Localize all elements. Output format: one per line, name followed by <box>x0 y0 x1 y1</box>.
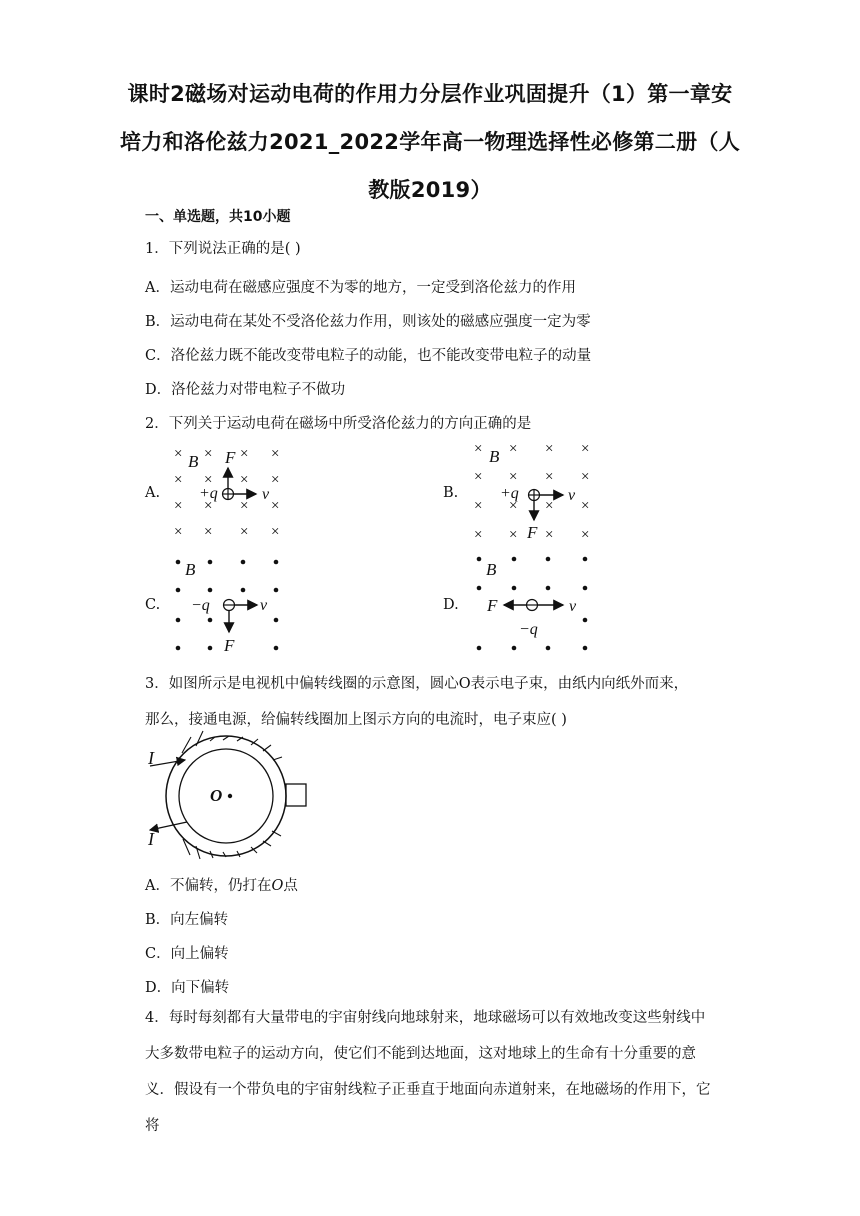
q2-label-a: A. <box>145 485 161 501</box>
q2-figure-b <box>474 441 589 543</box>
svg-text:×: × <box>545 527 554 543</box>
q2d-v-label: v <box>569 598 577 615</box>
svg-text:×: × <box>509 498 518 514</box>
q3-stem-line1: 3．如图所示是电视机中偏转线圈的示意图，圆心O表示电子束，由纸内向纸外而来， <box>145 676 689 692</box>
q1-stem: 1．下列说法正确的是( ) <box>145 241 301 257</box>
section-heading: 一、单选题，共10小题 <box>145 209 291 225</box>
q2b-B-label: B <box>489 447 500 466</box>
svg-text:×: × <box>474 527 483 543</box>
q2d-charge-label: −q <box>519 621 538 638</box>
svg-text:×: × <box>240 446 249 462</box>
q3-center-label: O <box>210 786 223 805</box>
q3-option-a-text: A．不偏转，仍打在 <box>145 878 272 894</box>
svg-text:×: × <box>271 498 280 514</box>
q3-option-c: C．向上偏转 <box>145 946 229 962</box>
q2a-charge-label: +q <box>199 485 218 502</box>
q2d-F-label: F <box>487 596 498 615</box>
q3-option-a-point: O <box>271 878 284 894</box>
q1-option-a: A．运动电荷在磁感应强度不为零的地方，一定受到洛伦兹力的作用 <box>145 280 576 296</box>
q2-stem: 2．下列关于运动电荷在磁场中所受洛伦兹力的方向正确的是 <box>145 416 532 432</box>
q2-figure-c <box>176 560 279 655</box>
svg-text:×: × <box>174 446 183 462</box>
document-title: 课时2磁场对运动电荷的作用力分层作业巩固提升（1）第一章安培力和洛伦兹力2021_2022学年高一物理选择性必修第二册（人教版2019） <box>120 82 740 202</box>
q2c-v-label: v <box>260 597 268 614</box>
svg-text:×: × <box>581 441 590 457</box>
q3-stem-line2: 那么，接通电源，给偏转线圈加上图示方向的电流时，电子束应( ) <box>145 712 567 728</box>
svg-text:×: × <box>174 524 183 540</box>
svg-text:×: × <box>545 441 554 457</box>
q2c-F-label: F <box>224 636 235 655</box>
svg-text:×: × <box>509 527 518 543</box>
svg-text:×: × <box>581 469 590 485</box>
svg-text:×: × <box>240 498 249 514</box>
q2-figure-a <box>174 446 279 540</box>
q2a-v-label: v <box>262 486 270 503</box>
q2c-charge-label: −q <box>191 597 210 614</box>
q2-label-c: C. <box>145 597 161 613</box>
svg-text:×: × <box>581 498 590 514</box>
svg-text:×: × <box>509 441 518 457</box>
svg-text:×: × <box>509 469 518 485</box>
q3-current-top-label: I <box>148 748 154 768</box>
q3-coil-figure <box>150 731 306 859</box>
svg-text:×: × <box>271 446 280 462</box>
q3-option-a-tail: 点 <box>283 878 298 894</box>
svg-text:×: × <box>240 472 249 488</box>
q3-option-a <box>145 874 298 895</box>
svg-text:×: × <box>174 472 183 488</box>
svg-text:×: × <box>474 498 483 514</box>
svg-text:×: × <box>174 498 183 514</box>
svg-text:×: × <box>271 524 280 540</box>
q3-option-b: B．向左偏转 <box>145 912 229 928</box>
svg-text:×: × <box>581 527 590 543</box>
q2c-B-label: B <box>185 560 196 579</box>
q1-option-d: D．洛伦兹力对带电粒子不做功 <box>145 382 346 398</box>
q3-current-bottom-label: I <box>148 829 154 849</box>
q2-label-d: D. <box>443 597 459 613</box>
svg-text:×: × <box>474 441 483 457</box>
svg-text:×: × <box>474 469 483 485</box>
svg-text:×: × <box>545 498 554 514</box>
svg-text:×: × <box>204 498 213 514</box>
q2a-B-label: B <box>188 452 199 471</box>
q1-option-c: C．洛伦兹力既不能改变带电粒子的动能，也不能改变带电粒子的动量 <box>145 348 592 364</box>
q2b-v-label: v <box>568 487 576 504</box>
q2-label-b: B. <box>443 485 459 501</box>
svg-text:×: × <box>545 469 554 485</box>
q2d-B-label: B <box>486 560 497 579</box>
svg-text:×: × <box>271 472 280 488</box>
svg-text:×: × <box>204 472 213 488</box>
q3-option-d: D．向下偏转 <box>145 980 230 996</box>
q2-figure-d <box>477 557 588 651</box>
q2b-charge-label: +q <box>500 485 519 502</box>
svg-text:×: × <box>204 446 213 462</box>
svg-text:×: × <box>204 524 213 540</box>
q2b-F-label: F <box>527 523 538 542</box>
q4-stem: 4．每时每刻都有大量带电的宇宙射线向地球射来，地球磁场可以有效地改变这些射线中大多数带电粒子的运动方向，使它们不能到达地面，这对地球上的生命有十分重要的意义．假设有一个带负电的宇宙射线粒子正垂直于地面向赤道射来，在地磁场的作用下，它将 <box>145 1010 711 1134</box>
q1-option-b: B．运动电荷在某处不受洛伦兹力作用，则该处的磁感应强度一定为零 <box>145 314 591 330</box>
q2a-F-label: F <box>225 448 236 467</box>
svg-text:×: × <box>240 524 249 540</box>
